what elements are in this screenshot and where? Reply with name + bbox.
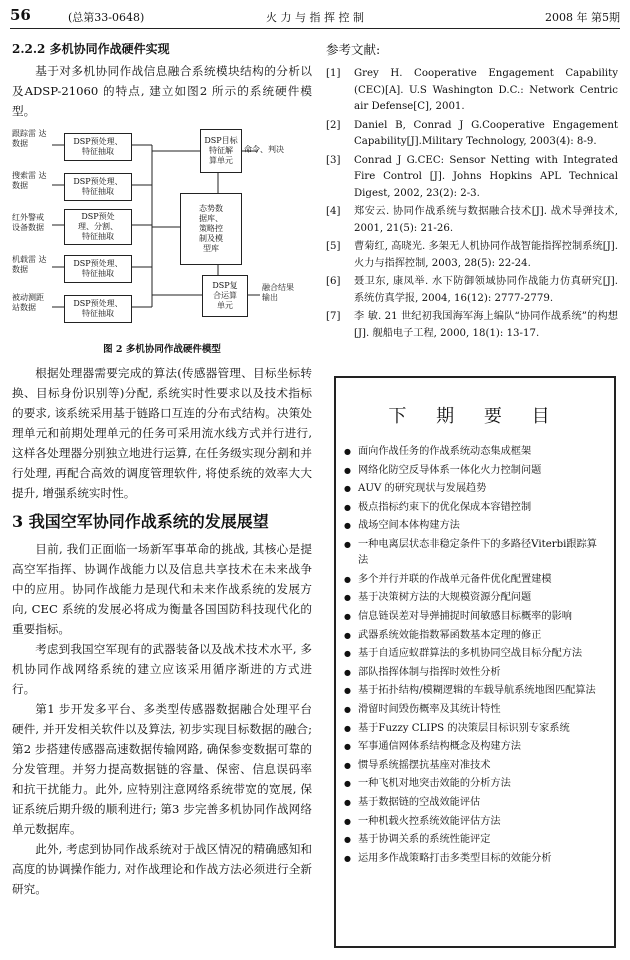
journal-title: 火 力 与 指 挥 控 制 xyxy=(266,11,364,24)
reference-text: 聂卫东, 康凤举. 水下防御领域协同作战能力仿真研究[J]. 系统仿真学报, 2004, 16(12): 2777-2779. xyxy=(354,276,618,304)
reference-text: Conrad J G.CEC: Sensor Netting with Integrated Fire Control [J]. Johns Hopkins APL Technical Digest, 2002, 23(2): 2-3. xyxy=(354,154,618,199)
reference-text: Daniel B, Conrad J G.Cooperative Engagement Capability[J].Military Technology, 2003(4): 8-9. xyxy=(354,119,618,147)
paragraph: 考虑到我国空军现有的武器装备以及战术技术水平, 多机协同作战网络系统的建立应该采用循序渐进的方式进行。 xyxy=(12,642,312,696)
left-column xyxy=(12,40,312,899)
reference-number: [4] xyxy=(326,206,341,217)
paragraph: 此外, 考虑到协同作战系统对于战区情况的精确感知和高度的协调操作能力, 对作战理论和作战方法必须进行全新研究。 xyxy=(12,842,312,896)
reference-item xyxy=(326,118,618,151)
next-issue-item: ● 面向作战任务的作战系统动态集成框架 xyxy=(358,444,604,460)
figure-caption: 图 2 多机协同作战硬件模型 xyxy=(103,344,221,355)
next-issue-item: ● 网络化防空反导体系一体化火力控制问题 xyxy=(358,463,604,479)
next-issue-item: ● 战场空间本体构建方法 xyxy=(358,518,604,534)
reference-number: [3] xyxy=(326,154,341,166)
next-issue-item: ● 一种飞机对地突击效能的分析方法 xyxy=(358,776,604,792)
dsp-preprocess-block: DSP预处理、 特征抽取 xyxy=(64,173,132,201)
next-issue-item: ● 基于自适应蚁群算法的多机协同空战目标分配方法 xyxy=(358,646,604,662)
page-header xyxy=(10,6,620,28)
next-issue-item: ● 一种机载火控系统效能评估方法 xyxy=(358,814,604,830)
dsp-preprocess-block: DSP预处 理、分割、 特征抽取 xyxy=(64,209,132,245)
dsp-target-feature-block: DSP目标 特征解 算单元 xyxy=(200,129,242,173)
next-issue-item: ● 运用多作战策略打击多类型目标的效能分析 xyxy=(358,851,604,867)
next-issue-item: ● 基于数据链的空战效能评估 xyxy=(358,795,604,811)
section-title: 3 我国空军协同作战系统的发展展望 xyxy=(12,512,269,531)
next-issue-item: ● 极点指标约束下的优化保成本容错控制 xyxy=(358,500,604,516)
reference-item xyxy=(326,204,618,237)
next-issue-box xyxy=(334,376,616,948)
next-issue-item: ● 多个并行并联的作战单元备件优化配置建模 xyxy=(358,572,604,588)
reference-item xyxy=(326,309,618,342)
dsp-preprocess-block: DSP预处理、 特征抽取 xyxy=(64,255,132,283)
subsection-title: 2.2.2 多机协同作战硬件实现 xyxy=(12,42,170,56)
next-issue-item: ● 一种电离层状态非稳定条件下的多路径Viterbi跟踪算法 xyxy=(358,537,604,570)
references-title: 参考文献: xyxy=(326,42,381,57)
next-issue-list xyxy=(336,444,614,867)
paragraph: 目前, 我们正面临一场新军事革命的挑战, 其核心是提高空军指挥、协调作战能力以及信息共享技术在未来战争中的应用。协同作战能力是现代和未来作战系统的发展方向, CEC 系统的发展必将成为衡量各国国防科技现代化的重要指标。 xyxy=(12,542,312,636)
paragraph: 第1 步开发多平台、多类型传感器数据融合处理平台硬件, 并开发相关软件以及算法, 初步实现目标数据的融合; 第2 步搭建传感器高速数据传输网路, 确保参变数据可靠的分发管理。并努力提高数据链的容量、保密、信息误码率和抗干扰能力。此外, 应特别注意网络系统带宽的宽展, 保证系统后期升级的顺利进行; 第3 步完善多机协同作战网络单元数据库。 xyxy=(12,702,312,836)
figure-connectors xyxy=(12,127,312,337)
reference-item xyxy=(326,239,618,272)
serial-number: (总第33-0648) xyxy=(68,11,145,24)
source-label: 红外警戒 设备数据 xyxy=(12,213,44,232)
paragraph: 根据处理器需要完成的算法(传感器管理、目标坐标转换、目标身份识别等)分配, 系统实时性要求以及技术指标的要求, 该系统采用基于链路口互连的分布式结构。决策处理单元和前期处理单元的任务可采用流水线方式并行进行, 这样各处理器分别独立地进行运算, 在任务级实现分割和并行处理, 再配合高效的调度管理软件, 将使系统的效率大大提升, 增强系统实时性。 xyxy=(12,366,312,500)
source-label: 被动测距 站数据 xyxy=(12,293,44,312)
next-issue-item: ● 基于协调关系的系统性能评定 xyxy=(358,832,604,848)
reference-number: [2] xyxy=(326,119,341,131)
next-issue-item: ● 滑留时间毁伤概率及其统计特性 xyxy=(358,702,604,718)
right-column xyxy=(326,40,618,344)
reference-list xyxy=(326,66,618,342)
hardware-model-figure xyxy=(12,127,312,337)
next-issue-item: ● 信息链误差对导弹捕捉时间敏感目标概率的影响 xyxy=(358,609,604,625)
next-issue-item: ● 基于决策树方法的大规模资源分配问题 xyxy=(358,590,604,606)
next-issue-title: 下 期 要 目 xyxy=(388,406,562,427)
paragraph: 基于对多机协同作战信息融合系统模块结构的分析以及ADSP-21060 的特点, 建立如图2 所示的系统硬件模型。 xyxy=(12,64,312,118)
header-rule xyxy=(10,28,620,29)
source-label: 机载雷 达数据 xyxy=(12,255,47,274)
reference-item xyxy=(326,66,618,116)
next-issue-item: ● 惯导系统摇摆抗基座对准技术 xyxy=(358,758,604,774)
dsp-preprocess-block: DSP预处理、 特征抽取 xyxy=(64,133,132,161)
next-issue-item: ● 部队指挥体制与指挥时效性分析 xyxy=(358,665,604,681)
reference-text: Grey H. Cooperative Engagement Capability (CEC)[A]. U.S Washington D.C.: Network Centric air Defense[C], 2001. xyxy=(354,68,618,112)
reference-text: 李 敏. 21 世纪初我国海军海上编队“协同作战系统”的构想[J]. 舰船电子工程, 2000, 18(1): 13-17. xyxy=(354,311,618,339)
dsp-fusion-block: DSP复 合运算 单元 xyxy=(202,275,248,317)
reference-number: [7] xyxy=(326,311,341,322)
page-number: 56 xyxy=(10,6,31,24)
situation-database-block: 态势数 据库、 策略控 制及模 型库 xyxy=(180,193,242,265)
fusion-output-label: 融合结果 输出 xyxy=(262,283,294,302)
issue-info: 2008 年 第5期 xyxy=(545,11,620,24)
dsp-preprocess-block: DSP预处理、 特征抽取 xyxy=(64,295,132,323)
source-label: 搜索雷 达数据 xyxy=(12,171,47,190)
command-output-label: 命令、判决 xyxy=(244,145,284,154)
reference-number: [5] xyxy=(326,241,341,252)
next-issue-item: ● 军事通信网体系结构概念及构建方法 xyxy=(358,739,604,755)
reference-item xyxy=(326,274,618,307)
source-label: 跟踪雷 达数据 xyxy=(12,129,47,148)
next-issue-item: ● 基于拓扑结构/模糊逻辑的车载导航系统地图匹配算法 xyxy=(358,683,604,699)
next-issue-item: ● 武器系统效能指数幂函数基本定理的修正 xyxy=(358,628,604,644)
next-issue-item: ● AUV 的研究现状与发展趋势 xyxy=(358,481,604,497)
reference-text: 曹菊红, 高晓光. 多架无人机协同作战智能指挥控制系统[J]. 火力与指挥控制, 2003, 28(5): 22-24. xyxy=(354,241,618,269)
reference-number: [6] xyxy=(326,276,341,287)
next-issue-item: ● 基于Fuzzy CLIPS 的决策层目标识别专家系统 xyxy=(358,721,604,737)
reference-item xyxy=(326,153,618,203)
reference-text: 郑安云. 协同作战系统与数据融合技术[J]. 战术导弹技术, 2001, 21(5): 21-26. xyxy=(354,206,618,234)
reference-number: [1] xyxy=(326,68,341,79)
